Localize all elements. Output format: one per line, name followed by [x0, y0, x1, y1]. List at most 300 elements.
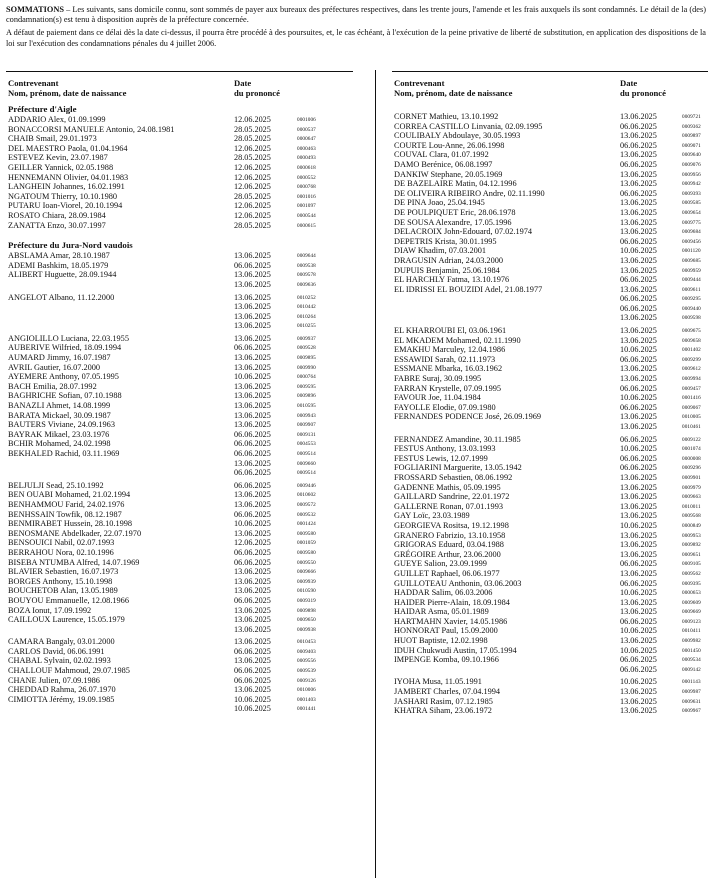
offender-name: BORGES Anthony, 15.10.1998: [8, 576, 113, 586]
reference-number: 0010590: [297, 588, 316, 595]
conviction-line: [394, 189, 709, 199]
pronounced-date: 06.06.2025: [234, 449, 271, 458]
list-item: [8, 586, 363, 596]
pronounced-date: 06.06.2025: [234, 557, 271, 567]
left-column: [8, 78, 363, 717]
conviction-line: [394, 355, 709, 365]
conviction-line: [8, 548, 363, 558]
list-item: [394, 227, 709, 237]
list-item: [394, 636, 709, 646]
list-item: [394, 617, 709, 627]
header-date-sub: du prononcé: [234, 88, 280, 98]
header-contrevenant-sub: Nom, prénom, date de naissance: [8, 88, 127, 98]
pronounced-date: 13.06.2025: [620, 313, 657, 323]
pronounced-date: 13.06.2025: [620, 530, 657, 540]
list-item: [8, 144, 363, 154]
conviction-line: [394, 579, 709, 589]
reference-number: 0001120: [682, 248, 701, 255]
offender-name: AYEMERE Anthony, 07.05.1995: [8, 372, 119, 382]
conviction-line: [8, 302, 363, 312]
reference-number: 0009901: [682, 474, 701, 481]
conviction-line: [8, 439, 363, 449]
list-item: [394, 473, 709, 483]
reference-number: 0009979: [682, 484, 701, 491]
reference-number: 0001016: [297, 193, 316, 200]
pronounced-date: 13.06.2025: [234, 576, 271, 586]
pronounced-date: 06.06.2025: [620, 616, 657, 626]
list-item: [394, 492, 709, 502]
offender-name: FAYOLLE Elodie, 07.09.1980: [394, 402, 496, 412]
reference-number: 0009142: [682, 666, 701, 673]
conviction-line: [394, 607, 709, 617]
offender-name: COULIBALY Abdoulaye, 30.05.1993: [394, 131, 521, 141]
offender-name: CORNET Mathieu, 13.10.1992: [394, 112, 499, 121]
pronounced-date: 13.06.2025: [234, 567, 271, 577]
reference-number: 0009651: [682, 551, 701, 558]
offender-name: AUBERIVE Wilfried, 18.09.1994: [8, 343, 122, 353]
pronounced-date: 13.06.2025: [620, 335, 657, 345]
conviction-line: [394, 170, 709, 180]
conviction-line: [394, 131, 709, 141]
offender-name: IDUH Chukwudi Austin, 17.05.1994: [394, 645, 517, 655]
reference-number: 0001403: [297, 696, 316, 703]
pronounced-date: 06.06.2025: [620, 383, 657, 393]
offender-name: ZANATTA Enzo, 30.07.1997: [8, 220, 106, 230]
reference-number: 0009660: [297, 460, 316, 467]
section-heading: Préfecture du Jura-Nord vaudois: [8, 240, 133, 251]
pronounced-date: 10.06.2025: [620, 588, 657, 598]
conviction-line: [8, 459, 363, 469]
reference-number: 0001006: [297, 117, 316, 123]
header-date-label-right: Date: [620, 78, 638, 88]
conviction-line: [394, 374, 709, 384]
conviction-line: [394, 626, 709, 636]
reference-number: 0000544: [297, 212, 316, 219]
conviction-line: [8, 567, 363, 577]
conviction-line: [8, 280, 363, 290]
list-item: [394, 374, 709, 384]
reference-number: 0009122: [682, 436, 701, 443]
pronounced-date: 28.05.2025: [234, 134, 271, 144]
conviction-line: [8, 153, 363, 163]
pronounced-date: 10.06.2025: [620, 444, 657, 454]
right-column-body: [394, 112, 709, 716]
offender-name: AVRIL Gautier, 16.07.2000: [8, 362, 101, 372]
reference-number: 0009568: [682, 513, 701, 520]
pronounced-date: 13.06.2025: [620, 326, 657, 336]
pronounced-date: 06.06.2025: [620, 236, 657, 246]
conviction-line: [394, 706, 709, 716]
conviction-line: [8, 637, 363, 647]
conviction-line: [8, 510, 363, 520]
list-item: [394, 502, 709, 512]
conviction-line: [394, 677, 709, 687]
offender-name: BCHIR Mohamed, 24.02.1998: [8, 439, 111, 449]
offender-name: DELACROIX John-Edouard, 07.02.1974: [394, 227, 533, 237]
reference-number: 0009644: [297, 253, 316, 260]
reference-number: 0009650: [297, 617, 316, 624]
offender-name: DANKIW Stephane, 20.05.1969: [394, 169, 503, 179]
reference-number: 0010255: [297, 323, 316, 330]
offender-name: BENMIRABET Hussein, 28.10.1998: [8, 519, 133, 529]
list-item: [8, 656, 363, 666]
offender-name: DIAW Khadim, 07.03.2001: [394, 246, 487, 256]
pronounced-date: 13.06.2025: [620, 706, 657, 716]
pronounced-date: 12.06.2025: [234, 172, 271, 182]
offender-name: GEORGIEVA Rositsa, 19.12.1998: [394, 520, 509, 530]
pronounced-date: 13.06.2025: [620, 696, 657, 706]
conviction-line: [8, 529, 363, 539]
offender-name: HARTMAHN Xavier, 14.05.1986: [394, 616, 508, 626]
reference-number: 0009457: [682, 385, 701, 392]
list-item: [394, 122, 709, 132]
reference-number: 0010264: [297, 313, 316, 320]
offender-name: BERRAHOU Nora, 02.10.1996: [8, 547, 114, 557]
conviction-line: [394, 364, 709, 374]
reference-number: 0009666: [297, 569, 316, 576]
reference-number: 0009611: [682, 286, 701, 293]
pronounced-date: 12.06.2025: [234, 538, 271, 548]
pronounced-date: 13.06.2025: [620, 150, 657, 160]
reference-number: 0010411: [682, 628, 701, 635]
list-item: [8, 577, 363, 587]
reference-number: 0009514: [297, 451, 316, 457]
conviction-line: [8, 625, 363, 635]
conviction-line: [8, 615, 363, 625]
offender-name: EL HARCHLY Fatma, 13.10.1976: [394, 275, 510, 285]
offender-name: ADDARIO Alex, 01.09.1999: [8, 115, 106, 124]
conviction-line: [394, 412, 709, 422]
conviction-line: [394, 256, 709, 266]
list-item: [8, 529, 363, 539]
reference-number: 0009631: [682, 698, 701, 705]
offender-name: BOUYOU Emmanuelle, 12.08.1966: [8, 595, 129, 605]
conviction-line: [394, 403, 709, 413]
conviction-line: [8, 211, 363, 221]
offender-name: ESSMANE Mbarka, 16.03.1962: [394, 364, 503, 374]
pronounced-date: 13.06.2025: [234, 615, 271, 625]
conviction-line: [394, 521, 709, 531]
reference-number: 0001424: [297, 521, 316, 528]
offender-name: DE BAZELAIRE Matin, 04.12.1996: [394, 179, 517, 189]
list-item: [394, 412, 709, 431]
offender-name: COURTE Lou-Anne, 26.06.1998: [394, 140, 505, 150]
pronounced-date: 06.06.2025: [234, 429, 271, 439]
conviction-line: [394, 336, 709, 346]
offender-name: HONNORAT Paul, 15.09.2000: [394, 626, 498, 636]
pronounced-date: 10.06.2025: [234, 704, 271, 714]
reference-number: 0009362: [682, 123, 701, 130]
reference-number: 0009937: [297, 335, 316, 342]
list-item: [8, 558, 363, 568]
conviction-line: [8, 656, 363, 666]
conviction-line: [394, 112, 709, 122]
offender-name: FOGLIARINI Marguerite, 13.05.1942: [394, 463, 522, 473]
reference-number: 0009990: [297, 364, 316, 371]
list-item: [8, 163, 363, 173]
conviction-line: [394, 559, 709, 569]
intro-text: [6, 5, 706, 52]
offender-name: FERNANDEZ Amandine, 30.11.1985: [394, 434, 521, 444]
conviction-line: [8, 382, 363, 392]
list-item: [8, 201, 363, 211]
pronounced-date: 13.06.2025: [620, 169, 657, 179]
pronounced-date: 06.06.2025: [234, 480, 271, 490]
pronounced-date: 06.06.2025: [620, 294, 657, 304]
reference-number: 0010252: [297, 294, 316, 301]
list-item: [394, 697, 709, 707]
list-item: [394, 345, 709, 355]
conviction-line: [394, 617, 709, 627]
pronounced-date: 13.06.2025: [620, 687, 657, 697]
pronounced-date: 06.06.2025: [234, 547, 271, 557]
conviction-line: [394, 313, 709, 323]
list-item: [8, 401, 363, 411]
conviction-line: [8, 666, 363, 676]
list-item: [394, 579, 709, 589]
offender-name: DEL MAESTRO Paola, 01.04.1964: [8, 143, 128, 153]
header-date-right: [620, 78, 666, 98]
reference-number: 0009534: [682, 657, 701, 664]
pronounced-date: 13.06.2025: [234, 499, 271, 509]
list-item: [394, 531, 709, 541]
reference-number: 0000647: [297, 136, 316, 143]
offender-name: CHALLOUF Mahmoud, 29.07.1985: [8, 666, 130, 676]
offender-name: AUMARD Jimmy, 16.07.1987: [8, 353, 111, 363]
reference-number: 0000537: [297, 126, 316, 133]
header-contrevenant-right: [394, 78, 512, 98]
conviction-line: [394, 636, 709, 646]
left-column-body: [8, 104, 363, 714]
pronounced-date: 06.06.2025: [620, 354, 657, 364]
pronounced-date: 06.06.2025: [620, 463, 657, 473]
offender-name: BISEBA NTUMBA Alfred, 14.07.1969: [8, 557, 140, 567]
pronounced-date: 06.06.2025: [620, 121, 657, 131]
offender-name: GALLERNE Ronan, 07.01.1993: [394, 501, 504, 511]
offender-name: BEN OUABI Mohamed, 21.02.1994: [8, 490, 131, 500]
offender-name: DE POULPIQUET Eric, 28.06.1978: [394, 207, 516, 217]
offender-name: HENNEMANN Olivier, 04.01.1983: [8, 172, 129, 182]
pronounced-date: 13.06.2025: [234, 528, 271, 538]
list-item: [8, 420, 363, 430]
list-item: [394, 706, 709, 716]
reference-number: 0000764: [297, 374, 316, 381]
conviction-line: [8, 586, 363, 596]
pronounced-date: 12.06.2025: [234, 210, 271, 220]
reference-number: 0010453: [297, 639, 316, 646]
list-item: [8, 125, 363, 135]
list-item: [8, 382, 363, 392]
list-item: [8, 182, 363, 192]
list-item: [8, 596, 363, 606]
reference-number: 0009896: [297, 393, 316, 400]
pronounced-date: 06.06.2025: [620, 140, 657, 150]
pronounced-date: 06.06.2025: [620, 578, 657, 588]
offender-name: CAMARA Bangaly, 03.01.2000: [8, 637, 115, 647]
offender-name: EL KHARROUBI El, 03.06.1961: [394, 326, 507, 336]
pronounced-date: 13.06.2025: [234, 333, 271, 343]
reference-number: 0009898: [297, 607, 316, 614]
pronounced-date: 12.06.2025: [234, 143, 271, 153]
pronounced-date: 06.06.2025: [620, 434, 657, 444]
pronounced-date: 06.06.2025: [620, 402, 657, 412]
pronounced-date: 06.06.2025: [234, 343, 271, 353]
conviction-line: [8, 500, 363, 510]
conviction-line: [8, 163, 363, 173]
list-item: [8, 439, 363, 449]
list-item: [394, 403, 709, 413]
pronounced-date: 06.06.2025: [234, 666, 271, 676]
list-item: [8, 115, 363, 125]
conviction-line: [8, 261, 363, 271]
conviction-line: [394, 275, 709, 285]
pronounced-date: 13.06.2025: [620, 364, 657, 374]
offender-name: CHABAL Sylvain, 02.02.1993: [8, 656, 111, 666]
list-item: [394, 336, 709, 346]
pronounced-date: 13.06.2025: [234, 605, 271, 615]
pronounced-date: 13.06.2025: [234, 410, 271, 420]
offender-name: BENSOUICI Nabil, 02.07.1993: [8, 538, 115, 548]
offender-name: GUILLOTEAU Anthonin, 03.06.2003: [394, 578, 522, 588]
reference-number: 0000008: [682, 455, 701, 462]
list-item: [394, 677, 709, 687]
offender-name: CHEDDAD Rahma, 26.07.1970: [8, 685, 116, 695]
reference-number: 0009562: [682, 570, 701, 577]
list-item: [394, 598, 709, 608]
offender-name: DE OLIVEIRA RIBEIRO Andre, 02.11.1990: [394, 188, 545, 198]
reference-number: 0001441: [297, 706, 316, 713]
list-item: [8, 615, 363, 634]
pronounced-date: 06.06.2025: [620, 655, 657, 665]
list-item: [394, 112, 709, 122]
offender-name: DUPUIS Benjamin, 25.06.1984: [394, 265, 500, 275]
pronounced-date: 13.06.2025: [234, 279, 271, 289]
conviction-line: [394, 697, 709, 707]
reference-number: 0009775: [682, 219, 701, 226]
conviction-line: [8, 182, 363, 192]
pronounced-date: 13.06.2025: [234, 321, 271, 331]
list-item: [394, 626, 709, 636]
conviction-line: [8, 538, 363, 548]
pronounced-date: 10.06.2025: [620, 345, 657, 355]
offender-name: BLAVIER Sebastien, 16.07.1973: [8, 567, 119, 577]
pronounced-date: 06.06.2025: [620, 559, 657, 569]
conviction-line: [8, 270, 363, 280]
conviction-line: [8, 420, 363, 430]
reference-number: 0009942: [682, 181, 701, 188]
pronounced-date: 13.06.2025: [234, 490, 271, 500]
conviction-line: [8, 401, 363, 411]
conviction-line: [394, 531, 709, 541]
conviction-line: [8, 468, 363, 478]
list-item: [8, 192, 363, 202]
pronounced-date: 10.06.2025: [620, 645, 657, 655]
offender-name: CARLOS David, 06.06.1991: [8, 646, 105, 656]
conviction-line: [8, 251, 363, 261]
pronounced-date: 13.06.2025: [234, 292, 271, 302]
list-item: [8, 270, 363, 289]
pronounced-date: 06.06.2025: [620, 453, 657, 463]
offender-name: FAVOUR Joe, 11.04.1984: [394, 393, 481, 403]
offender-name: BARATA Mickael, 30.09.1987: [8, 410, 111, 420]
list-item: [394, 189, 709, 199]
reference-number: 0000552: [297, 174, 316, 181]
conviction-line: [394, 141, 709, 151]
list-item: [394, 655, 709, 674]
reference-number: 0001416: [682, 395, 701, 402]
pronounced-date: 06.06.2025: [620, 303, 657, 313]
reference-number: 0009907: [297, 422, 316, 429]
pronounced-date: 13.06.2025: [620, 540, 657, 550]
reference-number: 0009296: [682, 465, 701, 472]
offender-name: GRÉGOIRE Arthur, 23.06.2000: [394, 549, 501, 559]
right-column: [394, 78, 709, 716]
offender-name: ROSATO Chiara, 28.09.1984: [8, 210, 106, 220]
conviction-line: [8, 115, 363, 125]
left-column-top-rule: [6, 71, 353, 72]
offender-name: EL MKADEM Mohamed, 02.11.1990: [394, 335, 521, 345]
conviction-line: [8, 577, 363, 587]
list-item: [394, 454, 709, 464]
reference-number: 0009669: [682, 609, 701, 616]
offender-name: PUTARU Ioan-Viorel, 20.10.1994: [8, 201, 123, 211]
offender-name: EMAKHU Marculey, 12.04.1986: [394, 345, 506, 355]
reference-number: 0009556: [297, 658, 316, 665]
offender-name: EL IDRISSI EL BOUZIDI Adel, 21.08.1977: [394, 284, 543, 294]
pronounced-date: 13.06.2025: [620, 636, 657, 646]
offender-name: IYOHA Musa, 11.05.1991: [394, 677, 482, 687]
conviction-line: [394, 540, 709, 550]
list-item: [8, 261, 363, 271]
reference-number: 0009956: [682, 171, 701, 178]
header-contrevenant-label: Contrevenant: [8, 78, 59, 88]
conviction-line: [394, 218, 709, 228]
pronounced-date: 06.06.2025: [620, 664, 657, 674]
offender-name: BONACCORSI MANUELE Antonio, 24.08.1981: [8, 124, 175, 134]
reference-number: 0009636: [297, 281, 316, 288]
reference-number: 0001402: [682, 347, 701, 354]
pronounced-date: 10.06.2025: [620, 520, 657, 530]
conviction-line: [394, 550, 709, 560]
reference-number: 0009456: [682, 238, 701, 245]
pronounced-date: 12.06.2025: [234, 115, 271, 124]
pronounced-date: 13.06.2025: [620, 255, 657, 265]
conviction-line: [394, 569, 709, 579]
reference-number: 0009067: [682, 404, 701, 411]
offender-name: GUEYE Salion, 23.09.1999: [394, 559, 487, 569]
list-item: [394, 208, 709, 218]
conviction-line: [8, 519, 363, 529]
list-item: [8, 666, 363, 676]
conviction-line: [8, 312, 363, 322]
reference-number: 0009953: [682, 532, 701, 539]
conviction-line: [394, 304, 709, 314]
left-column-header: [8, 78, 363, 102]
conviction-line: [8, 606, 363, 616]
conviction-line: [8, 372, 363, 382]
reference-number: 0009658: [682, 337, 701, 344]
conviction-line: [8, 411, 363, 421]
offender-name: BELJULJI Sead, 25.10.1992: [8, 480, 104, 490]
list-item: [394, 275, 709, 285]
reference-number: 0009994: [682, 376, 701, 383]
offender-name: FERNANDES PODENCE José, 26.09.1969: [394, 412, 542, 422]
pronounced-date: 13.06.2025: [234, 685, 271, 695]
pronounced-date: 06.06.2025: [234, 439, 271, 449]
pronounced-date: 13.06.2025: [234, 391, 271, 401]
list-item: [394, 237, 709, 247]
reference-number: 0000493: [297, 155, 316, 162]
